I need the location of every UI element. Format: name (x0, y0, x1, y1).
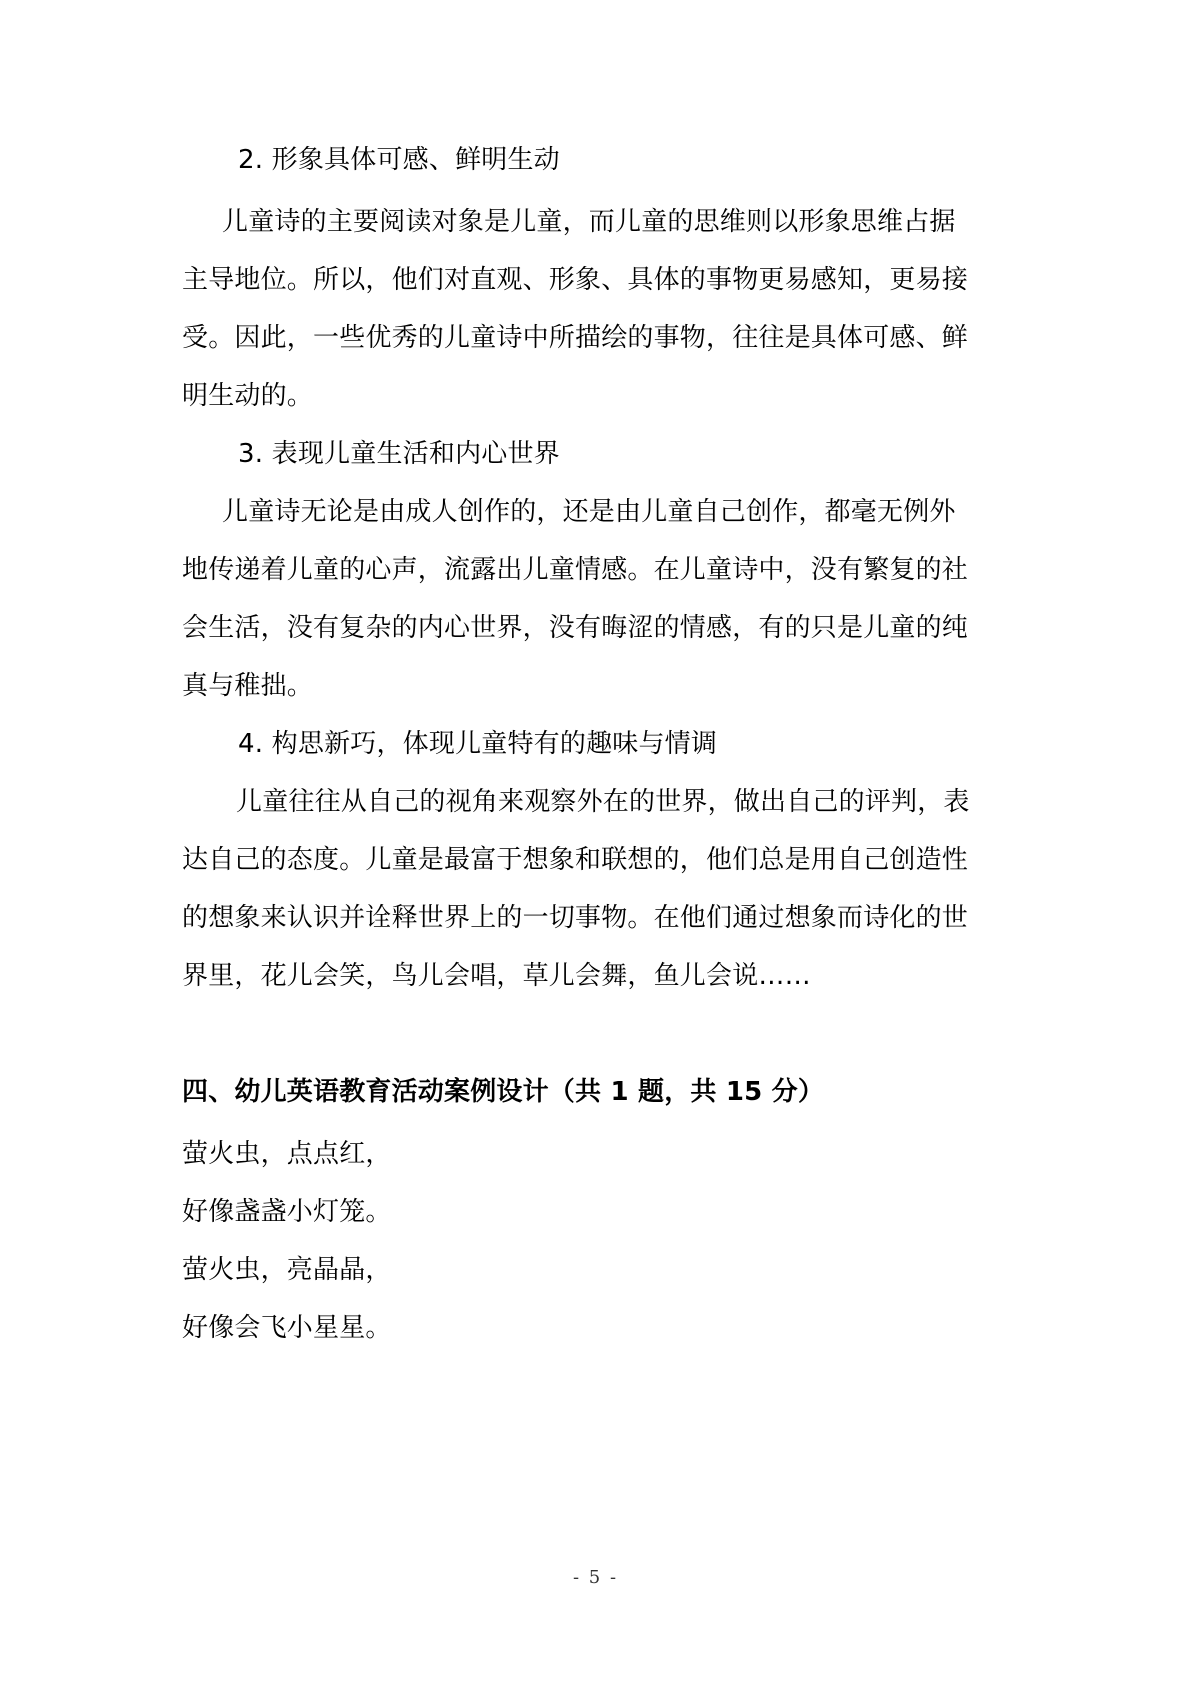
paragraph-line: 儿童往往从自己的视角来观察外在的世界，做出自己的评判，表 (236, 787, 970, 817)
subheading-2: 2. 形象具体可感、鲜明生动 (238, 145, 560, 175)
paragraph-line: 达自己的态度。儿童是最富于想象和联想的，他们总是用自己创造性 (182, 845, 969, 875)
paragraph-line: 的想象来认识并诠释世界上的一切事物。在他们通过想象而诗化的世 (182, 903, 969, 933)
paragraph-line: 儿童诗的主要阅读对象是儿童，而儿童的思维则以形象思维占据 (222, 207, 956, 237)
subheading-4: 4. 构思新巧，体现儿童特有的趣味与情调 (238, 729, 718, 759)
poem-line: 好像会飞小星星。 (182, 1313, 392, 1343)
section-title: 四、幼儿英语教育活动案例设计（共 1 题，共 15 分） (182, 1077, 825, 1107)
paragraph-line: 儿童诗无论是由成人创作的，还是由儿童自己创作，都毫无例外 (222, 497, 956, 527)
subheading-3: 3. 表现儿童生活和内心世界 (238, 439, 560, 469)
paragraph-line: 主导地位。所以，他们对直观、形象、具体的事物更易感知，更易接 (182, 265, 969, 295)
paragraph-line: 地传递着儿童的心声，流露出儿童情感。在儿童诗中，没有繁复的社 (182, 555, 969, 585)
paragraph-line: 真与稚拙。 (182, 671, 314, 701)
poem-line: 好像盏盏小灯笼。 (182, 1197, 392, 1227)
poem-line: 萤火虫，点点红， (182, 1139, 392, 1169)
page-number: - 5 - (572, 1567, 619, 1588)
paragraph-line: 界里，花儿会笑，鸟儿会唱，草儿会舞，鱼儿会说…… (182, 961, 811, 991)
paragraph-line: 会生活，没有复杂的内心世界，没有晦涩的情感，有的只是儿童的纯 (182, 613, 969, 643)
paragraph-line: 受。因此，一些优秀的儿童诗中所描绘的事物，往往是具体可感、鲜 (182, 323, 969, 353)
paragraph-line: 明生动的。 (182, 381, 314, 411)
poem-line: 萤火虫，亮晶晶， (182, 1255, 392, 1285)
